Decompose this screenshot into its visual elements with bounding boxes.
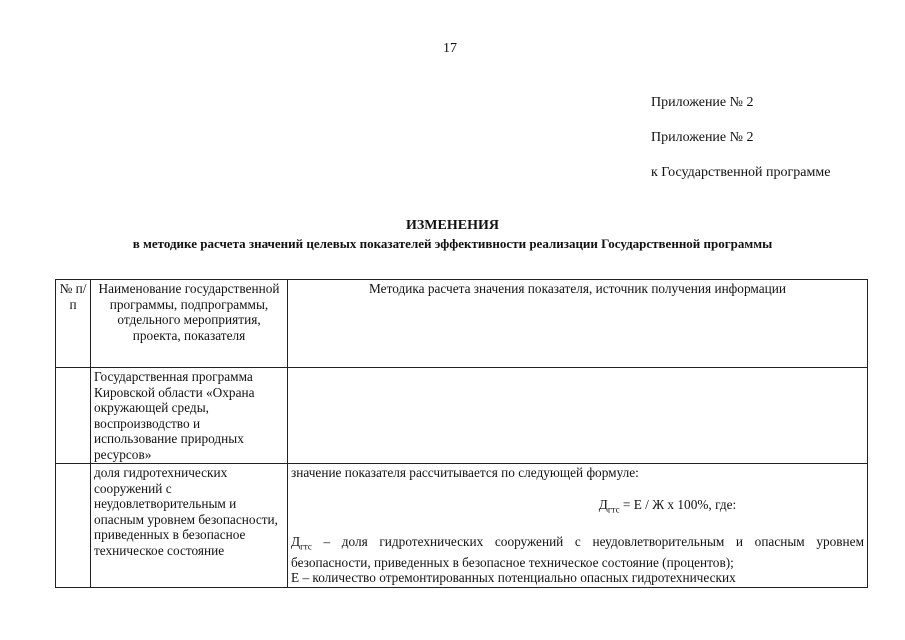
table-row [56, 464, 868, 588]
formula-symbol: Д [598, 496, 608, 512]
formula-rest: = Е / Ж х 100%, где: [619, 496, 737, 512]
document-subtitle: в методике расчета значений целевых показателей эффективности реализации Государственной программы [132, 236, 773, 251]
definition-d [291, 534, 864, 571]
appendix-line-3: к Государственной программе [651, 165, 831, 180]
row-method [288, 464, 868, 588]
appendix-line-1: Приложение № 2 [651, 95, 754, 110]
def-subscript: гтс [300, 541, 312, 552]
definition-e: Е – количество отремонтированных потенциально опасных гидротехнических [291, 570, 736, 586]
header-num: № п/п [56, 280, 91, 368]
appendix-line-2: Приложение № 2 [651, 130, 754, 145]
def-text: – доля гидротехнических сооружений с неудовлетворительным и опасным уровнем безопасности, приведенных в безопасное техническое состояние (процентов); [291, 533, 864, 570]
page-number: 17 [443, 41, 457, 56]
row-num [56, 464, 91, 588]
header-method: Методика расчета значения показателя, источник получения информации [288, 280, 868, 368]
formula-subscript: гтс [607, 504, 620, 515]
table-header-row [56, 280, 868, 368]
row-name: доля гидротехнических сооружений с неудовлетворительным и опасным уровнем безопасности, приведенных в безопасное техническое состояние [91, 464, 288, 588]
header-name: Наименование государственной программы, подпрограммы, отдельного мероприятия, проекта, показателя [91, 280, 288, 368]
row-name: Государственная программа Кировской области «Охрана окружающей среды, воспроизводство и использование природных ресурсов» [91, 368, 288, 464]
row-num [56, 368, 91, 464]
row-method [288, 368, 868, 464]
table-row [56, 368, 868, 464]
formula [471, 497, 864, 518]
document-title: ИЗМЕНЕНИЯ [406, 218, 499, 233]
def-symbol: Д [291, 533, 301, 549]
changes-table [55, 279, 868, 588]
method-intro: значение показателя рассчитывается по следующей формуле: [291, 465, 639, 480]
